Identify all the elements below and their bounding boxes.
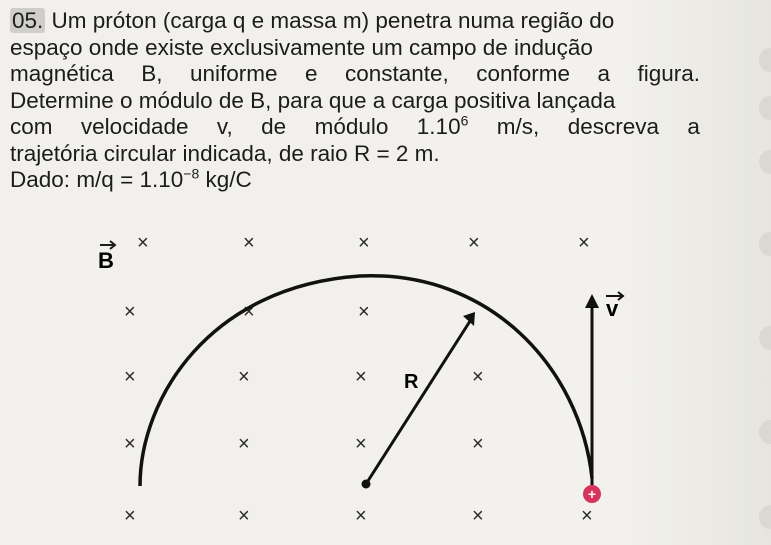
given-unit: kg/C <box>205 167 252 192</box>
circle-center <box>362 480 371 489</box>
given-value <box>76 167 251 192</box>
radius-label: R <box>404 371 419 393</box>
question-line-7 <box>10 167 700 194</box>
speed-mantissa: 1.10 <box>416 114 461 139</box>
word: e <box>304 61 318 86</box>
binder-hole <box>759 48 771 72</box>
field-cross: × <box>124 301 136 323</box>
question-line-4: Determine o módulo de B, para que a carga positiva lançada <box>10 87 616 113</box>
field-cross: × <box>472 366 484 388</box>
field-cross: × <box>472 433 484 455</box>
field-cross: × <box>472 505 484 527</box>
word: conforme <box>476 61 571 86</box>
question-line-2: espaço onde existe exclusivamente um campo de indução <box>10 34 593 60</box>
velocity-arrowhead <box>585 294 599 308</box>
word: figura. <box>637 61 700 86</box>
field-cross: × <box>581 505 593 527</box>
word: a <box>597 61 610 86</box>
word: velocidade <box>80 114 189 139</box>
field-cross: × <box>124 505 136 527</box>
radius-value: R = 2 m. <box>353 140 440 166</box>
velocity-label: v <box>606 296 619 321</box>
word: de <box>261 114 287 139</box>
field-cross: × <box>124 366 136 388</box>
field-label: B <box>98 248 114 273</box>
question-line-5 <box>10 114 700 141</box>
question-text-line-1: Um próton (carga q e massa m) penetra numa região do <box>51 8 615 33</box>
speed-value <box>417 114 469 141</box>
binder-hole <box>759 150 771 174</box>
field-cross: × <box>238 366 250 388</box>
field-cross: × <box>355 505 367 527</box>
question-text-line-6: trajetória circular indicada, de raio <box>10 140 348 166</box>
field-cross: × <box>243 232 255 254</box>
word: constante, <box>344 61 449 86</box>
given-exponent: −8 <box>183 165 200 182</box>
question-line-3 <box>10 61 700 88</box>
question-number: 05. <box>12 8 44 33</box>
speed-exponent: 6 <box>460 112 469 129</box>
field-cross: × <box>137 232 149 254</box>
question-text <box>10 8 700 194</box>
field-cross: × <box>358 301 370 323</box>
word: módulo <box>314 114 389 139</box>
radius-line <box>366 318 472 484</box>
velocity-symbol: v, <box>216 114 233 139</box>
field-cross: × <box>243 301 255 323</box>
field-cross: × <box>358 232 370 254</box>
question-line-6 <box>10 141 700 168</box>
binder-hole <box>759 96 771 120</box>
word: uniforme <box>189 61 278 86</box>
question-line-1 <box>10 8 700 35</box>
field-cross: × <box>355 433 367 455</box>
field-cross: × <box>238 505 250 527</box>
word: descreva <box>567 114 659 139</box>
magnetic-field-figure <box>0 228 771 545</box>
speed-unit: m/s, <box>496 114 540 139</box>
word: magnética <box>10 61 114 86</box>
word: a <box>687 114 700 139</box>
field-cross: × <box>238 433 250 455</box>
field-cross: × <box>468 232 480 254</box>
field-cross: × <box>355 366 367 388</box>
field-cross: × <box>578 232 590 254</box>
charge-sign: + <box>587 486 597 502</box>
given-mantissa: m/q = 1.10 <box>76 167 184 192</box>
field-cross: × <box>124 433 136 455</box>
given-label: Dado: <box>10 167 71 192</box>
word: com <box>10 114 53 139</box>
word: B, <box>141 61 163 86</box>
